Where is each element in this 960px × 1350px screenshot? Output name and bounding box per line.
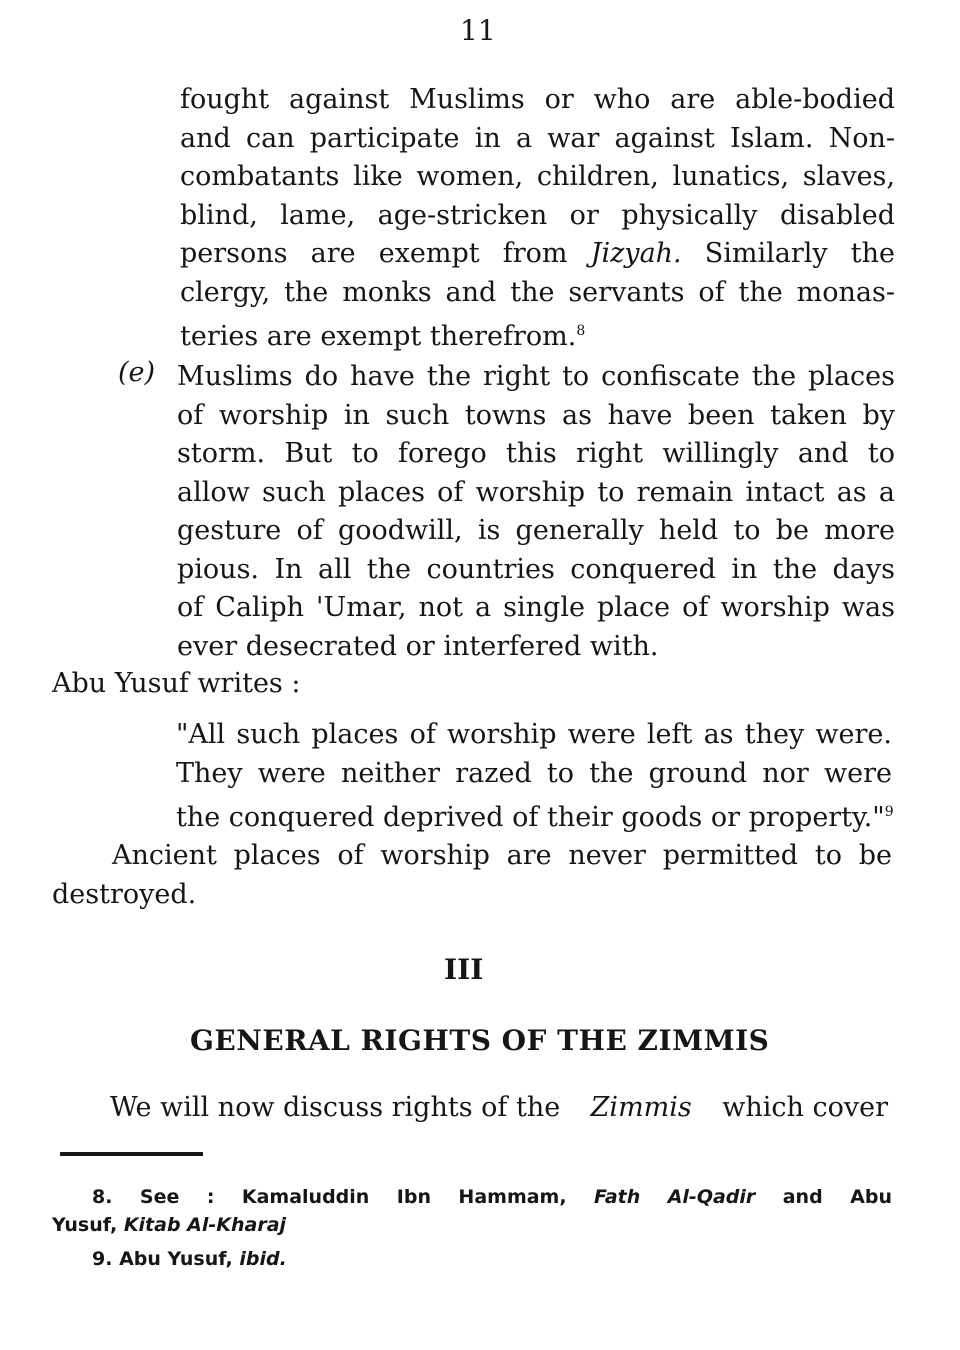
text-line: ever desecrated or interfered with. (177, 630, 659, 662)
text-line: teries are exempt therefrom.$^8$ (180, 321, 586, 352)
page-number: 11 (460, 14, 496, 47)
text-line: the conquered deprived of their goods or property."$^9$ (176, 802, 894, 833)
paragraph-jizyah-exemptions (180, 81, 895, 357)
text-line: and can participate in a war against Islam. Non- (180, 122, 895, 154)
text-line: combatants like women, children, lunatics, slaves, (180, 161, 895, 192)
quote-intro: Abu Yusuf writes : (52, 668, 301, 699)
list-item-e (177, 358, 895, 666)
paragraph-intro (110, 1092, 888, 1123)
list-marker-e: (e) (118, 357, 156, 388)
text-line: They were neither razed to the ground nor were (176, 757, 892, 789)
footnote-ref-9: 9 (884, 804, 894, 820)
text-line: "All such places of worship were left as they were. (176, 719, 892, 750)
text-segment: which cover (722, 1092, 888, 1123)
term-zimmis: Zimmis (590, 1092, 692, 1123)
footnote-line: 8. See : Kamaluddin Ibn Hammam, Fath Al-Qadir and Abu (92, 1186, 892, 1208)
footnote-rule (60, 1152, 203, 1156)
text-line: of worship in such towns as have been taken by (177, 399, 895, 431)
text-line: gesture of goodwill, is generally held to be more (177, 515, 895, 546)
text-line: blind, lame, age-stricken or physically disabled (180, 199, 895, 231)
term-jizyah: Jizyah. (590, 238, 682, 269)
footnote-line: Yusuf, Kitab Al-Kharaj (52, 1214, 287, 1236)
text-line: allow such places of worship to remain intact as a (177, 476, 895, 508)
block-quote (176, 716, 892, 838)
text-line: fought against Muslims or who are able-bodied (180, 84, 895, 115)
text-segment: We will now discuss rights of the (110, 1092, 561, 1123)
text-line: pious. In all the countries conquered in the days (177, 553, 895, 585)
section-numeral: III (444, 953, 484, 986)
text-line: Ancient places of worship are never permitted to be (112, 840, 892, 871)
footnote-ref-8: 8 (576, 323, 586, 339)
text-line: destroyed. (52, 878, 197, 910)
footnote-9: 9. Abu Yusuf, ibid. (92, 1248, 287, 1270)
text-line: Muslims do have the right to confiscate the places (177, 361, 895, 392)
footnote-8 (52, 1183, 892, 1239)
text-line: storm. But to forego this right willingly and to (177, 438, 895, 469)
text-line: of Caliph 'Umar, not a single place of worship was (177, 592, 895, 623)
text-line: clergy, the monks and the servants of the monas- (180, 276, 895, 308)
text-line: persons are exempt from Jizyah. Similarly the (180, 238, 895, 269)
section-heading: GENERAL RIGHTS OF THE ZIMMIS (190, 1024, 770, 1057)
paragraph-ancient-places (52, 837, 892, 914)
